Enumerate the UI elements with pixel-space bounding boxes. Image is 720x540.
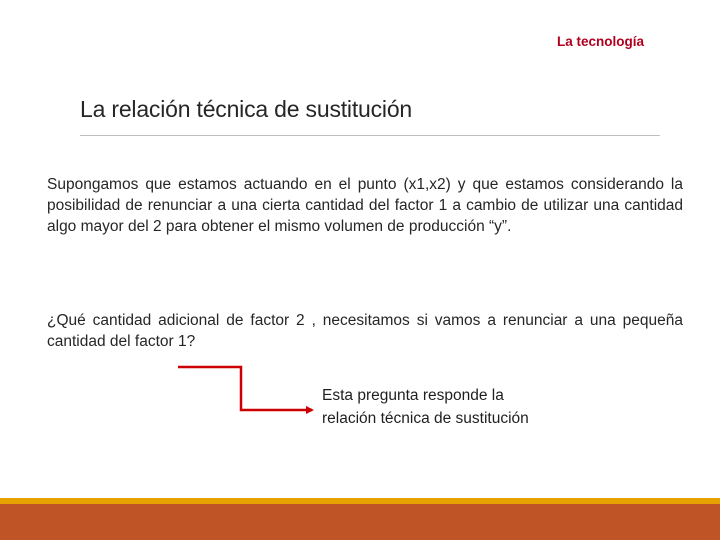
slide-title: La relación técnica de sustitución — [80, 96, 413, 122]
answer-line-1: Esta pregunta responde la — [322, 387, 504, 404]
question-paragraph: ¿Qué cantidad adicional de factor 2 , necesitamos si vamos a renunciar a una pequeña cantidad del factor 1? — [47, 312, 683, 350]
section-label: La tecnología — [556, 34, 644, 49]
title-divider — [80, 135, 660, 136]
answer-text — [322, 384, 592, 430]
answer-line-2: relación técnica de sustitución — [322, 410, 529, 427]
footer-band-dark — [0, 504, 720, 540]
intro-paragraph: Supongamos que estamos actuando en el punto (x1,x2) y que estamos considerando la posibilidad de renunciar a una cierta cantidad del factor 1 a cambio de utilizar una cantidad algo mayor del 2 para obtener el mismo volumen de producción “y”. — [47, 176, 683, 235]
